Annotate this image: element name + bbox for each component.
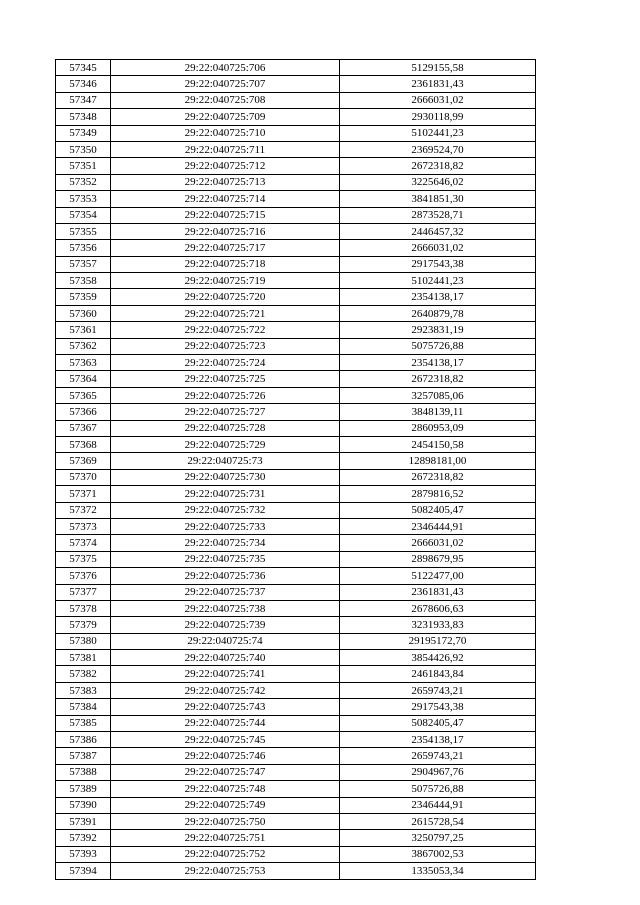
row-number-cell: 57382 xyxy=(56,666,111,682)
table-row xyxy=(56,715,536,731)
table-row xyxy=(56,748,536,764)
cadastral-number-cell: 29:22:040725:750 xyxy=(111,813,340,829)
row-number-cell: 57392 xyxy=(56,830,111,846)
cadastral-number-cell: 29:22:040725:745 xyxy=(111,732,340,748)
table-row xyxy=(56,453,536,469)
table-row xyxy=(56,338,536,354)
value-cell: 3854426,92 xyxy=(340,650,536,666)
cadastral-number-cell: 29:22:040725:721 xyxy=(111,305,340,321)
cadastral-number-cell: 29:22:040725:737 xyxy=(111,584,340,600)
table-row xyxy=(56,666,536,682)
value-cell: 5082405,47 xyxy=(340,502,536,518)
table-row xyxy=(56,60,536,76)
cadastral-number-cell: 29:22:040725:735 xyxy=(111,551,340,567)
table-row xyxy=(56,322,536,338)
row-number-cell: 57371 xyxy=(56,486,111,502)
value-cell: 2640879,78 xyxy=(340,305,536,321)
row-number-cell: 57365 xyxy=(56,387,111,403)
document-table-container xyxy=(55,59,536,880)
value-cell: 2369524,70 xyxy=(340,141,536,157)
table-row xyxy=(56,830,536,846)
value-cell: 3225646,02 xyxy=(340,174,536,190)
value-cell: 2354138,17 xyxy=(340,732,536,748)
table-row xyxy=(56,289,536,305)
value-cell: 2446457,32 xyxy=(340,223,536,239)
row-number-cell: 57349 xyxy=(56,125,111,141)
cadastral-number-cell: 29:22:040725:722 xyxy=(111,322,340,338)
value-cell: 2361831,43 xyxy=(340,76,536,92)
cadastral-number-cell: 29:22:040725:713 xyxy=(111,174,340,190)
row-number-cell: 57357 xyxy=(56,256,111,272)
row-number-cell: 57368 xyxy=(56,436,111,452)
cadastral-number-cell: 29:22:040725:707 xyxy=(111,76,340,92)
row-number-cell: 57386 xyxy=(56,732,111,748)
row-number-cell: 57393 xyxy=(56,846,111,862)
value-cell: 2615728,54 xyxy=(340,813,536,829)
row-number-cell: 57383 xyxy=(56,682,111,698)
row-number-cell: 57374 xyxy=(56,535,111,551)
value-cell: 2659743,21 xyxy=(340,682,536,698)
row-number-cell: 57373 xyxy=(56,518,111,534)
table-row xyxy=(56,223,536,239)
row-number-cell: 57364 xyxy=(56,371,111,387)
cadastral-number-cell: 29:22:040725:730 xyxy=(111,469,340,485)
row-number-cell: 57348 xyxy=(56,109,111,125)
row-number-cell: 57353 xyxy=(56,191,111,207)
value-cell: 2930118,99 xyxy=(340,109,536,125)
value-cell: 2904967,76 xyxy=(340,764,536,780)
row-number-cell: 57356 xyxy=(56,240,111,256)
table-row xyxy=(56,191,536,207)
row-number-cell: 57372 xyxy=(56,502,111,518)
row-number-cell: 57388 xyxy=(56,764,111,780)
row-number-cell: 57384 xyxy=(56,699,111,715)
table-row xyxy=(56,240,536,256)
value-cell: 2879816,52 xyxy=(340,486,536,502)
value-cell: 2354138,17 xyxy=(340,289,536,305)
cadastral-number-cell: 29:22:040725:726 xyxy=(111,387,340,403)
value-cell: 2659743,21 xyxy=(340,748,536,764)
row-number-cell: 57358 xyxy=(56,273,111,289)
table-row xyxy=(56,436,536,452)
table-row xyxy=(56,125,536,141)
value-cell: 2672318,82 xyxy=(340,158,536,174)
row-number-cell: 57375 xyxy=(56,551,111,567)
row-number-cell: 57385 xyxy=(56,715,111,731)
cadastral-number-cell: 29:22:040725:741 xyxy=(111,666,340,682)
row-number-cell: 57370 xyxy=(56,469,111,485)
table-body xyxy=(56,60,536,880)
cadastral-number-cell: 29:22:040725:710 xyxy=(111,125,340,141)
table-row xyxy=(56,600,536,616)
cadastral-number-cell: 29:22:040725:717 xyxy=(111,240,340,256)
table-row xyxy=(56,617,536,633)
row-number-cell: 57381 xyxy=(56,650,111,666)
table-row xyxy=(56,207,536,223)
value-cell: 3848139,11 xyxy=(340,404,536,420)
row-number-cell: 57391 xyxy=(56,813,111,829)
row-number-cell: 57390 xyxy=(56,797,111,813)
value-cell: 1335053,34 xyxy=(340,863,536,879)
table-row xyxy=(56,846,536,862)
table-row xyxy=(56,256,536,272)
value-cell: 3257085,06 xyxy=(340,387,536,403)
table-row xyxy=(56,273,536,289)
cadastral-number-cell: 29:22:040725:716 xyxy=(111,223,340,239)
row-number-cell: 57378 xyxy=(56,600,111,616)
value-cell: 5082405,47 xyxy=(340,715,536,731)
cadastral-number-cell: 29:22:040725:728 xyxy=(111,420,340,436)
row-number-cell: 57347 xyxy=(56,92,111,108)
cadastral-number-cell: 29:22:040725:720 xyxy=(111,289,340,305)
cadastral-number-cell: 29:22:040725:753 xyxy=(111,863,340,879)
table-row xyxy=(56,568,536,584)
table-row xyxy=(56,551,536,567)
value-cell: 12898181,00 xyxy=(340,453,536,469)
table-row xyxy=(56,650,536,666)
value-cell: 3250797,25 xyxy=(340,830,536,846)
value-cell: 29195172,70 xyxy=(340,633,536,649)
cadastral-number-cell: 29:22:040725:742 xyxy=(111,682,340,698)
row-number-cell: 57355 xyxy=(56,223,111,239)
row-number-cell: 57367 xyxy=(56,420,111,436)
table-row xyxy=(56,732,536,748)
row-number-cell: 57387 xyxy=(56,748,111,764)
cadastral-number-cell: 29:22:040725:744 xyxy=(111,715,340,731)
value-cell: 5122477,00 xyxy=(340,568,536,584)
row-number-cell: 57366 xyxy=(56,404,111,420)
cadastral-number-cell: 29:22:040725:727 xyxy=(111,404,340,420)
value-cell: 2672318,82 xyxy=(340,371,536,387)
table-row xyxy=(56,764,536,780)
value-cell: 2666031,02 xyxy=(340,240,536,256)
table-row xyxy=(56,141,536,157)
value-cell: 2672318,82 xyxy=(340,469,536,485)
cadastral-number-cell: 29:22:040725:749 xyxy=(111,797,340,813)
row-number-cell: 57389 xyxy=(56,781,111,797)
cadastral-number-cell: 29:22:040725:734 xyxy=(111,535,340,551)
value-cell: 5102441,23 xyxy=(340,125,536,141)
cadastral-number-cell: 29:22:040725:706 xyxy=(111,60,340,76)
row-number-cell: 57360 xyxy=(56,305,111,321)
cadastral-value-table xyxy=(55,59,536,880)
table-row xyxy=(56,92,536,108)
table-row xyxy=(56,682,536,698)
table-row xyxy=(56,469,536,485)
row-number-cell: 57351 xyxy=(56,158,111,174)
cadastral-number-cell: 29:22:040725:74 xyxy=(111,633,340,649)
row-number-cell: 57345 xyxy=(56,60,111,76)
cadastral-number-cell: 29:22:040725:719 xyxy=(111,273,340,289)
value-cell: 3231933,83 xyxy=(340,617,536,633)
table-row xyxy=(56,109,536,125)
row-number-cell: 57354 xyxy=(56,207,111,223)
cadastral-number-cell: 29:22:040725:747 xyxy=(111,764,340,780)
table-row xyxy=(56,387,536,403)
row-number-cell: 57363 xyxy=(56,355,111,371)
table-row xyxy=(56,584,536,600)
cadastral-number-cell: 29:22:040725:711 xyxy=(111,141,340,157)
cadastral-number-cell: 29:22:040725:724 xyxy=(111,355,340,371)
value-cell: 2346444,91 xyxy=(340,518,536,534)
row-number-cell: 57369 xyxy=(56,453,111,469)
value-cell: 5075726,88 xyxy=(340,338,536,354)
row-number-cell: 57350 xyxy=(56,141,111,157)
table-row xyxy=(56,699,536,715)
cadastral-number-cell: 29:22:040725:748 xyxy=(111,781,340,797)
table-row xyxy=(56,633,536,649)
row-number-cell: 57362 xyxy=(56,338,111,354)
value-cell: 3867002,53 xyxy=(340,846,536,862)
cadastral-number-cell: 29:22:040725:708 xyxy=(111,92,340,108)
cadastral-number-cell: 29:22:040725:733 xyxy=(111,518,340,534)
value-cell: 5129155,58 xyxy=(340,60,536,76)
table-row xyxy=(56,518,536,534)
value-cell: 2873528,71 xyxy=(340,207,536,223)
cadastral-number-cell: 29:22:040725:709 xyxy=(111,109,340,125)
value-cell: 2666031,02 xyxy=(340,535,536,551)
cadastral-number-cell: 29:22:040725:715 xyxy=(111,207,340,223)
value-cell: 2666031,02 xyxy=(340,92,536,108)
table-row xyxy=(56,420,536,436)
cadastral-number-cell: 29:22:040725:746 xyxy=(111,748,340,764)
cadastral-number-cell: 29:22:040725:751 xyxy=(111,830,340,846)
table-row xyxy=(56,797,536,813)
value-cell: 2917543,38 xyxy=(340,256,536,272)
row-number-cell: 57376 xyxy=(56,568,111,584)
table-row xyxy=(56,355,536,371)
cadastral-number-cell: 29:22:040725:723 xyxy=(111,338,340,354)
cadastral-number-cell: 29:22:040725:732 xyxy=(111,502,340,518)
row-number-cell: 57377 xyxy=(56,584,111,600)
table-row xyxy=(56,371,536,387)
value-cell: 5102441,23 xyxy=(340,273,536,289)
table-row xyxy=(56,502,536,518)
cadastral-number-cell: 29:22:040725:738 xyxy=(111,600,340,616)
value-cell: 2354138,17 xyxy=(340,355,536,371)
table-row xyxy=(56,305,536,321)
cadastral-number-cell: 29:22:040725:740 xyxy=(111,650,340,666)
cadastral-number-cell: 29:22:040725:743 xyxy=(111,699,340,715)
value-cell: 2917543,38 xyxy=(340,699,536,715)
value-cell: 2898679,95 xyxy=(340,551,536,567)
row-number-cell: 57352 xyxy=(56,174,111,190)
table-row xyxy=(56,813,536,829)
table-row xyxy=(56,486,536,502)
table-row xyxy=(56,863,536,879)
row-number-cell: 57361 xyxy=(56,322,111,338)
row-number-cell: 57346 xyxy=(56,76,111,92)
value-cell: 2678606,63 xyxy=(340,600,536,616)
value-cell: 2454150,58 xyxy=(340,436,536,452)
row-number-cell: 57359 xyxy=(56,289,111,305)
row-number-cell: 57380 xyxy=(56,633,111,649)
value-cell: 2461843,84 xyxy=(340,666,536,682)
cadastral-number-cell: 29:22:040725:73 xyxy=(111,453,340,469)
cadastral-number-cell: 29:22:040725:718 xyxy=(111,256,340,272)
row-number-cell: 57379 xyxy=(56,617,111,633)
table-row xyxy=(56,174,536,190)
cadastral-number-cell: 29:22:040725:714 xyxy=(111,191,340,207)
table-row xyxy=(56,76,536,92)
cadastral-number-cell: 29:22:040725:736 xyxy=(111,568,340,584)
value-cell: 5075726,88 xyxy=(340,781,536,797)
value-cell: 2860953,09 xyxy=(340,420,536,436)
value-cell: 2923831,19 xyxy=(340,322,536,338)
cadastral-number-cell: 29:22:040725:739 xyxy=(111,617,340,633)
cadastral-number-cell: 29:22:040725:731 xyxy=(111,486,340,502)
table-row xyxy=(56,158,536,174)
row-number-cell: 57394 xyxy=(56,863,111,879)
value-cell: 3841851,30 xyxy=(340,191,536,207)
cadastral-number-cell: 29:22:040725:725 xyxy=(111,371,340,387)
table-row xyxy=(56,781,536,797)
cadastral-number-cell: 29:22:040725:729 xyxy=(111,436,340,452)
cadastral-number-cell: 29:22:040725:712 xyxy=(111,158,340,174)
value-cell: 2346444,91 xyxy=(340,797,536,813)
value-cell: 2361831,43 xyxy=(340,584,536,600)
table-row xyxy=(56,535,536,551)
table-row xyxy=(56,404,536,420)
cadastral-number-cell: 29:22:040725:752 xyxy=(111,846,340,862)
